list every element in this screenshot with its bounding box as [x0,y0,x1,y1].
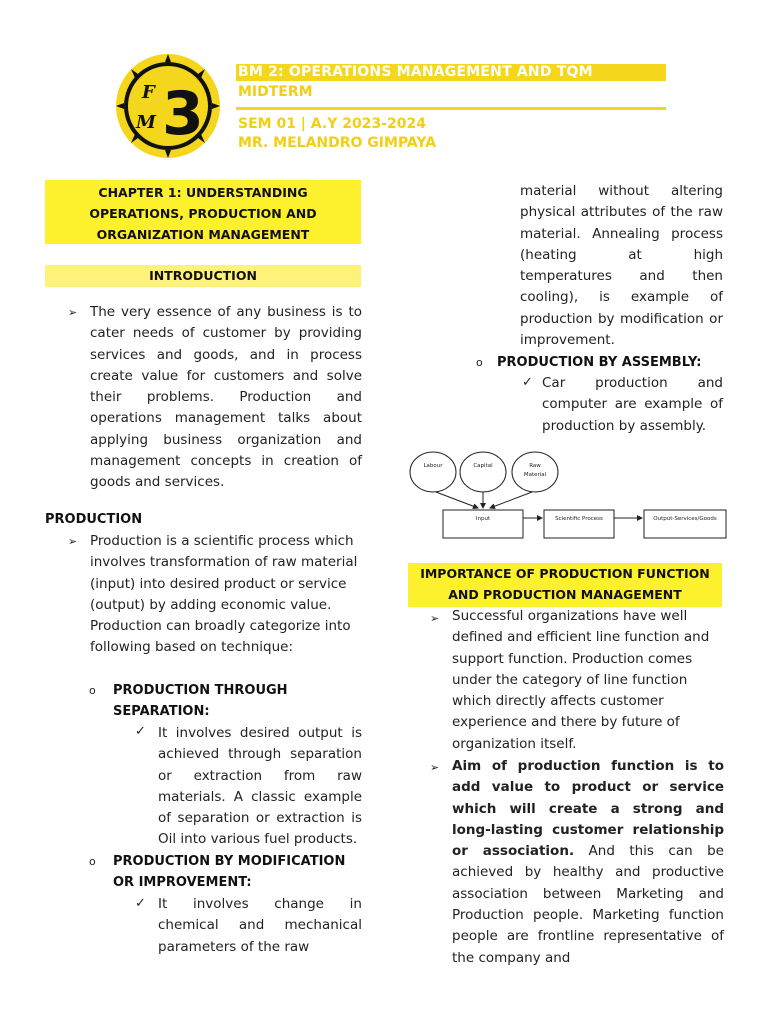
input-box [443,510,523,538]
input-label: Input [475,516,491,522]
course-title: BM 2: OPERATIONS MANAGEMENT AND TQM [238,64,593,80]
logo-letter-f: F [142,82,155,103]
labour-circle [410,452,456,492]
assembly-text: Car production and computer are example of production by assembly. [542,375,723,434]
fm3-logo [106,52,230,160]
production-heading: PRODUCTION [45,512,143,527]
assembly-heading: PRODUCTION BY ASSEMBLY: [497,355,702,370]
importance-heading: IMPORTANCE OF PRODUCTION FUNCTION AND PRODUCTION MANAGEMENT [420,566,710,602]
svg-text:Raw: Raw [529,463,541,469]
circle-bullet-icon: o [476,356,483,369]
separation-text: It involves desired output is achieved through separation or extraction from raw materials. A classic example of separation or extraction is Oil into various fuel products. [158,725,362,848]
capital-label: Capital [473,463,493,469]
circle-bullet-icon: o [89,855,96,868]
output-box [644,510,726,538]
chapter-title: CHAPTER 1: UNDERSTANDING OPERATIONS, PRODUCTION AND ORGANIZATION MANAGEMENT [89,185,317,242]
importance-aim-bold: Aim of production function is to add value to product or service which will create a strong and long-lasting customer relationship or association. [452,758,724,860]
checkmark-icon: ✓ [135,896,146,911]
separation-heading: PRODUCTION THROUGH SEPARATION: [113,683,288,720]
scientific-process-box [544,510,614,538]
semester-label: SEM 01 | A.Y 2023-2024 [238,116,426,132]
arrow-bullet-icon: ➢ [430,761,440,774]
circle-bullet-icon: o [89,684,96,697]
capital-circle [460,452,506,492]
importance-text-1: Successful organizations have well defined and efficient line function and support function. Production comes under the category of line function which directly affects customer experience and there by future of organization itself. [452,608,710,752]
arrow-bullet-icon: ➢ [68,535,78,548]
teacher-label: MR. MELANDRO GIMPAYA [238,135,437,151]
scientific-process-label: Scientific Process [555,516,603,522]
production-text: Production is a scientific process which involves transformation of raw material (input) into desired product or service (output) by adding economic value. Production can broadly categorize into following based on technique: [90,533,358,656]
importance-aim-rest: And this can be achieved by healthy and productive association between Marketing and Production people. Marketing function people are frontline representative of the company and [452,843,724,966]
logo-letter-3: 3 [162,79,204,149]
introduction-heading: INTRODUCTION [149,268,257,283]
arrow-bullet-icon: ➢ [68,306,78,319]
logo-letter-m: M [136,112,156,133]
arrow-bullet-icon: ➢ [430,612,440,625]
term-label: MIDTERM [238,84,313,100]
modification-text-part2: material without altering physical attributes of the raw material. Annealing process (heating at high temperatures and then cooling), is example of production by modification or improvement. [520,183,723,349]
importance-heading-box [408,563,722,607]
output-label: Output-Services/Goods [653,516,717,522]
chapter-title-box [45,180,361,244]
introduction-text: The very essence of any business is to cater needs of customer by providing services and goods, and in process create value for customers and solve their problems. Production and operations management talks about applying business organization and management concepts in creation of goods and services. [90,304,362,491]
modification-text-part1: It involves change in chemical and mechanical parameters of the raw [158,896,362,955]
svg-text:Material: Material [523,472,547,478]
introduction-heading-box [45,265,361,287]
labour-label: Labour [423,463,443,469]
header-divider [236,107,666,110]
importance-text-2 [452,756,724,969]
checkmark-icon: ✓ [522,375,533,390]
modification-heading: PRODUCTION BY MODIFICATION OR IMPROVEMENT: [113,854,346,891]
production-process-diagram [408,450,728,546]
checkmark-icon: ✓ [135,724,146,739]
